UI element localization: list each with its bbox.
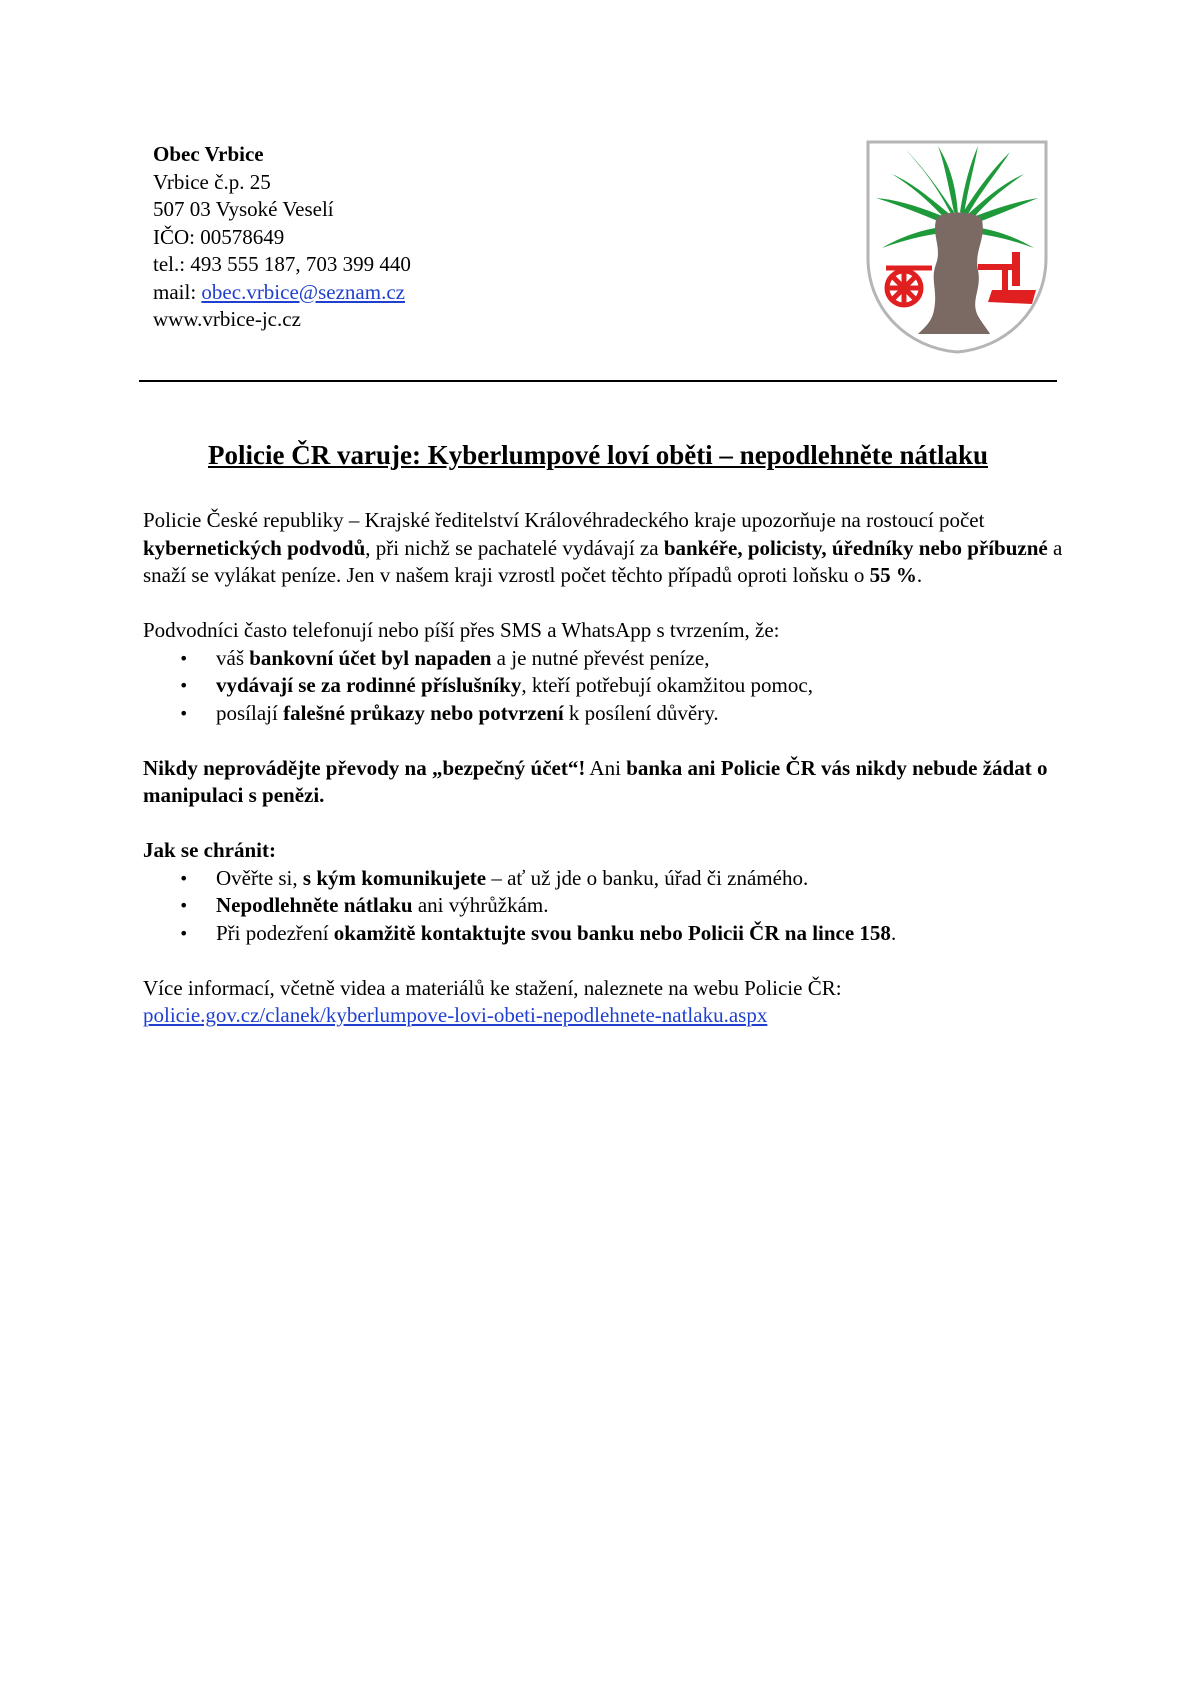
list-item: • Ověřte si, s kým komunikujete – ať už jde o banku, úřad či známého.: [143, 865, 1063, 893]
article-body: [143, 507, 1063, 1030]
ico: IČO: 00578649: [153, 224, 285, 249]
warning-paragraph: Nikdy neprovádějte převody na „bezpečný účet“! Ani banka ani Policie ČR vás nikdy nebude žádat o manipulaci s penězi.: [143, 755, 1048, 807]
list-item: • Při podezření okamžitě kontaktujte svou banku nebo Policii ČR na lince 158.: [143, 920, 1063, 948]
address-line-2: 507 03 Vysoké Veselí: [153, 197, 334, 221]
email-line: [153, 279, 411, 307]
letterhead: [153, 141, 411, 334]
list-item: • posílají falešné průkazy nebo potvrzení k posílení důvěry.: [143, 700, 1063, 728]
telephone: tel.: 493 555 187, 703 399 440: [153, 252, 411, 276]
header-divider: [139, 380, 1057, 382]
list-item: • váš bankovní účet byl napaden a je nutné převést peníze,: [143, 645, 1063, 673]
scam-methods-list: [143, 645, 1063, 728]
more-info-paragraph: Více informací, včetně videa a materiálů ke stažení, naleznete na webu Policie ČR: policie.gov.cz/clanek/kyberlumpove-lovi-obeti-nepodlehnete-natlaku.aspx: [143, 975, 842, 1027]
address-line-1: Vrbice č.p. 25: [153, 169, 271, 194]
protect-list: [143, 865, 1063, 948]
list-item: • Nepodlehněte nátlaku ani výhrůžkám.: [143, 892, 1063, 920]
website: www.vrbice-jc.cz: [153, 307, 301, 331]
coat-of-arms-icon: [866, 140, 1048, 354]
police-article-link[interactable]: policie.gov.cz/clanek/kyberlumpove-lovi-obeti-nepodlehnete-natlaku.aspx: [143, 1003, 768, 1027]
protect-heading: Jak se chránit:: [143, 838, 276, 862]
email-link[interactable]: obec.vrbice@seznam.cz: [201, 279, 405, 304]
intro-paragraph: Policie České republiky – Krajské ředitelství Královéhradeckého kraje upozorňuje na rostoucí počet kybernetických podvodů, při nichž se pachatelé vydávají za bankéře, policisty, úředníky nebo příbuzné a snaží se vylákat peníze. Jen v našem kraji vzrostl počet těchto případů oproti loňsku o 55 %.: [143, 508, 1063, 587]
list-item: • vydávají se za rodinné příslušníky, kteří potřebují okamžitou pomoc,: [143, 672, 1063, 700]
org-name: Obec Vrbice: [153, 142, 264, 166]
scam-methods-intro: Podvodníci často telefonují nebo píší přes SMS a WhatsApp s tvrzením, že:: [143, 618, 780, 642]
email-label: mail:: [153, 279, 202, 304]
page-title: Policie ČR varuje: Kyberlumpové loví oběti – nepodlehněte nátlaku: [208, 440, 988, 470]
